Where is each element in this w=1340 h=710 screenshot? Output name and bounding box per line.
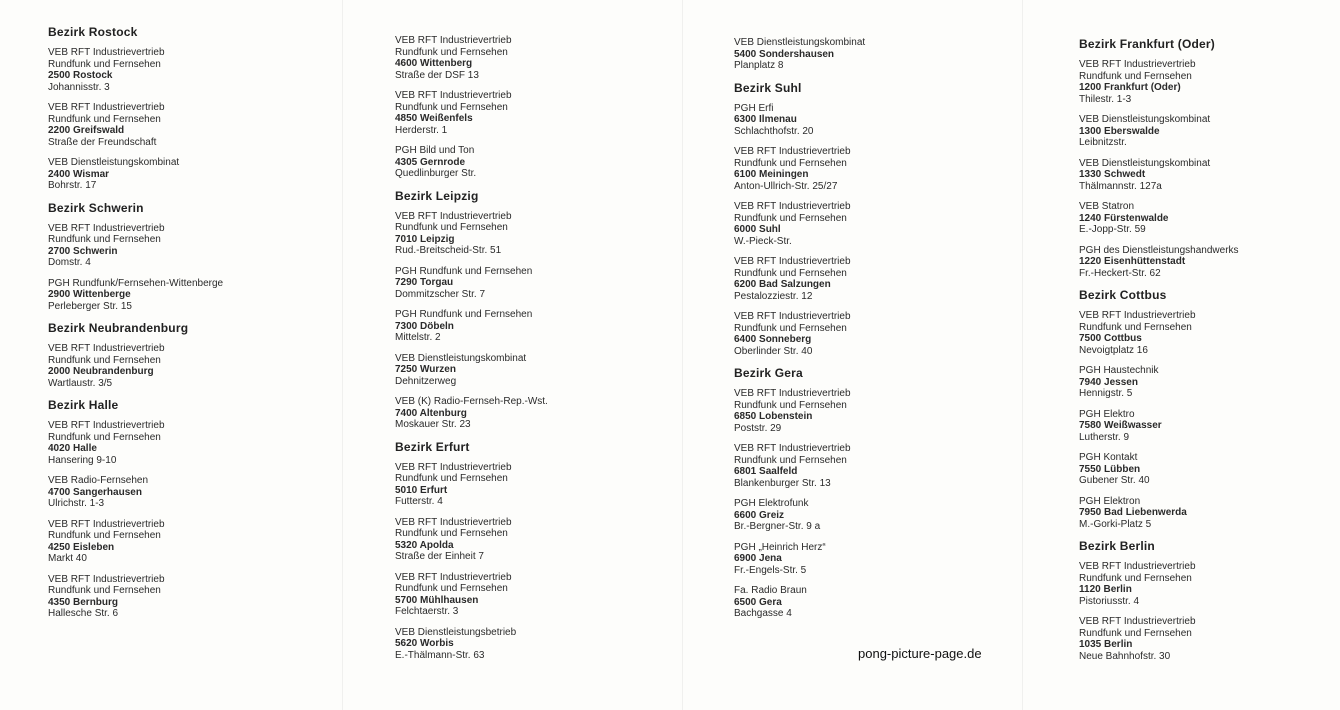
entry-organization: VEB Radio-Fernsehen	[48, 475, 149, 486]
entry-street: Ulrichstr. 1-3	[48, 498, 105, 509]
district-section	[395, 35, 655, 180]
entry-street: Rud.-Breitscheid-Str. 51	[395, 245, 502, 256]
entry-street: E.-Thälmann-Str. 63	[395, 649, 485, 661]
entry-city: 1300 Eberswalde	[1079, 125, 1160, 137]
address-entry	[1079, 245, 1329, 280]
district-section	[1079, 37, 1329, 279]
entry-organization: PGH „Heinrich Herz“	[734, 541, 826, 553]
address-entry	[395, 396, 655, 431]
entry-city: 4700 Sangerhausen	[48, 486, 142, 498]
address-entry	[395, 517, 655, 563]
entry-city: 6200 Bad Salzungen	[734, 279, 831, 290]
entry-street: Straße der DSF 13	[395, 69, 479, 81]
entry-city: 6400 Sonneberg	[734, 334, 812, 345]
entry-city: 1220 Eisenhüttenstadt	[1079, 256, 1186, 267]
district-heading: Bezirk Neubrandenburg	[48, 321, 189, 335]
address-entry	[1079, 616, 1329, 662]
entry-organization: VEB Dienstleistungskombinat	[734, 37, 866, 48]
entry-organization: VEB RFT Industrievertrieb Rundfunk und Fernsehen	[48, 420, 165, 443]
entry-city: 1035 Berlin	[1079, 639, 1133, 650]
entry-organization: PGH Rundfunk und Fernsehen	[395, 265, 533, 277]
entry-street: Oberlinder Str. 40	[734, 345, 813, 357]
entry-organization: VEB Dienstleistungsbetrieb	[395, 626, 517, 638]
district-section	[395, 440, 655, 662]
entry-city: 4020 Halle	[48, 443, 97, 454]
entry-street: Planplatz 8	[734, 60, 784, 71]
entry-city: 7400 Altenburg	[395, 407, 467, 419]
entry-city: 7010 Leipzig	[395, 233, 455, 245]
entry-street: Hennigstr. 5	[1079, 388, 1133, 399]
entry-city: 6850 Lobenstein	[734, 411, 813, 422]
entry-city: 7290 Torgau	[395, 277, 454, 288]
entry-street: Leibnitzstr.	[1079, 137, 1127, 148]
district-section	[48, 398, 308, 620]
address-entry	[1079, 201, 1329, 236]
address-entry	[48, 420, 308, 466]
district-section	[734, 37, 994, 72]
entry-street: Pestalozziestr. 12	[734, 290, 813, 302]
column-3	[734, 37, 994, 629]
entry-city: 1200 Frankfurt (Oder)	[1079, 82, 1181, 93]
entry-city: 7500 Cottbus	[1079, 333, 1142, 344]
entry-city: 5620 Worbis	[395, 638, 454, 649]
entry-organization: PGH Elektrofunk	[734, 498, 809, 509]
address-entry	[734, 201, 994, 247]
entry-street: Neue Bahnhofstr. 30	[1079, 650, 1171, 662]
entry-city: 7940 Jessen	[1079, 376, 1138, 388]
entry-organization: VEB Dienstleistungskombinat	[1079, 157, 1211, 169]
entry-street: Thilestr. 1-3	[1079, 93, 1132, 105]
address-entry	[395, 145, 655, 180]
district-heading: Bezirk Berlin	[1079, 539, 1155, 553]
entry-organization: VEB RFT Industrievertrieb Rundfunk und Fernsehen	[734, 311, 851, 334]
district-heading: Bezirk Halle	[48, 398, 119, 412]
entry-city: 4250 Eisleben	[48, 541, 115, 553]
entry-organization: PGH Rundfunk/Fernsehen-Wittenberge	[48, 277, 224, 289]
address-entry	[1079, 59, 1329, 105]
entry-organization: VEB RFT Industrievertrieb Rundfunk und Fernsehen	[395, 35, 512, 58]
entry-street: Moskauer Str. 23	[395, 419, 471, 430]
entry-city: 6500 Gera	[734, 596, 782, 608]
entry-city: 5700 Mühlhausen	[395, 594, 479, 606]
entry-street: Poststr. 29	[734, 422, 782, 434]
entry-city: 7300 Döbeln	[395, 320, 454, 332]
address-entry	[1079, 409, 1329, 444]
entry-city: 6300 Ilmenau	[734, 114, 797, 125]
district-section	[48, 201, 308, 313]
district-section	[734, 81, 994, 358]
entry-street: Mittelstr. 2	[395, 332, 441, 343]
entry-organization: VEB RFT Industrievertrieb Rundfunk und Fernsehen	[734, 388, 851, 411]
entry-organization: VEB RFT Industrievertrieb Rundfunk und Fernsehen	[395, 461, 512, 484]
entry-city: 7250 Wurzen	[395, 364, 456, 375]
entry-organization: Fa. Radio Braun	[734, 585, 807, 596]
watermark: pong-picture-page.de	[858, 646, 982, 661]
address-entry	[1079, 561, 1329, 607]
address-entry	[395, 309, 655, 344]
entry-street: Hansering 9-10	[48, 454, 117, 466]
district-heading: Bezirk Suhl	[734, 80, 802, 95]
entry-city: 4850 Weißenfels	[395, 113, 473, 124]
entry-city: 6000 Suhl	[734, 224, 781, 235]
entry-organization: VEB RFT Industrievertrieb Rundfunk und Fernsehen	[734, 443, 851, 466]
entry-street: Futterstr. 4	[395, 496, 443, 507]
entry-street: Bachgasse 4	[734, 608, 792, 619]
entry-organization: PGH Erfi	[734, 102, 774, 114]
column-4	[1079, 37, 1329, 671]
entry-city: 5320 Apolda	[395, 539, 454, 551]
entry-organization: VEB RFT Industrievertrieb Rundfunk und Fernsehen	[1079, 616, 1196, 639]
entry-street: Hallesche Str. 6	[48, 608, 119, 619]
district-heading: Bezirk Erfurt	[395, 439, 470, 454]
entry-street: Straße der Freundschaft	[48, 136, 157, 148]
address-entry	[395, 627, 655, 662]
entry-organization: PGH Bild und Ton	[395, 145, 475, 156]
address-entry	[1079, 452, 1329, 487]
entry-street: Felchtaerstr. 3	[395, 606, 459, 617]
district-section	[734, 366, 994, 620]
address-entry	[395, 90, 655, 136]
address-entry	[734, 585, 994, 620]
address-entry	[1079, 496, 1329, 531]
entry-street: Blankenburger Str. 13	[734, 477, 831, 489]
entry-organization: VEB Dienstleistungskombinat	[395, 352, 527, 364]
entry-organization: VEB RFT Industrievertrieb Rundfunk und Fernsehen	[48, 573, 165, 596]
entry-organization: VEB RFT Industrievertrieb Rundfunk und Fernsehen	[48, 222, 165, 245]
address-entry	[734, 498, 994, 533]
address-entry	[734, 311, 994, 357]
address-entry	[734, 37, 994, 72]
entry-street: Bohrstr. 17	[48, 180, 97, 191]
address-entry	[395, 266, 655, 301]
entry-street: Quedlinburger Str.	[395, 168, 477, 179]
entry-organization: VEB RFT Industrievertrieb Rundfunk und Fernsehen	[1079, 59, 1196, 82]
fold-line-3	[1022, 0, 1023, 710]
entry-organization: PGH Rundfunk und Fernsehen	[395, 309, 533, 320]
entry-street: Thälmannstr. 127a	[1079, 180, 1162, 192]
district-heading: Bezirk Rostock	[48, 25, 138, 39]
district-section	[395, 189, 655, 431]
entry-organization: VEB RFT Industrievertrieb Rundfunk und Fernsehen	[48, 47, 165, 70]
entry-city: 6600 Greiz	[734, 509, 785, 521]
entry-organization: VEB RFT Industrievertrieb Rundfunk und Fernsehen	[395, 571, 512, 594]
entry-organization: VEB RFT Industrievertrieb Rundfunk und Fernsehen	[48, 102, 165, 125]
address-entry	[1079, 310, 1329, 356]
entry-street: Anton-Ullrich-Str. 25/27	[734, 180, 838, 192]
address-entry	[1079, 114, 1329, 149]
district-heading: Bezirk Cottbus	[1079, 288, 1167, 302]
entry-city: 2000 Neubrandenburg	[48, 366, 154, 377]
entry-organization: VEB RFT Industrievertrieb Rundfunk und Fernsehen	[395, 516, 512, 539]
district-section	[48, 321, 308, 389]
entry-city: 2500 Rostock	[48, 70, 113, 81]
entry-organization: PGH Elektro	[1079, 408, 1135, 420]
entry-city: 1240 Fürstenwalde	[1079, 212, 1169, 224]
address-entry	[734, 256, 994, 302]
entry-street: E.-Jopp-Str. 59	[1079, 224, 1146, 235]
entry-organization: VEB Dienstleistungskombinat	[48, 157, 180, 168]
address-entry	[395, 353, 655, 388]
address-entry	[48, 574, 308, 620]
entry-street: Fr.-Heckert-Str. 62	[1079, 267, 1161, 279]
address-entry	[395, 211, 655, 257]
address-entry	[48, 343, 308, 389]
fold-line-1	[342, 0, 343, 710]
entry-city: 4600 Wittenberg	[395, 58, 473, 69]
entry-street: Johannisstr. 3	[48, 81, 110, 93]
address-entry	[48, 278, 308, 313]
entry-city: 2200 Greifswald	[48, 125, 125, 136]
address-entry	[395, 572, 655, 618]
address-entry	[48, 102, 308, 148]
entry-city: 6100 Meiningen	[734, 169, 809, 180]
district-heading: Bezirk Schwerin	[48, 200, 144, 215]
address-entry	[48, 475, 308, 510]
address-entry	[1079, 158, 1329, 193]
entry-street: Lutherstr. 9	[1079, 431, 1130, 443]
entry-city: 4305 Gernrode	[395, 156, 466, 168]
address-entry	[734, 146, 994, 192]
entry-street: Wartlaustr. 3/5	[48, 377, 113, 389]
address-entry	[1079, 365, 1329, 400]
entry-street: M.-Gorki-Platz 5	[1079, 518, 1152, 530]
address-entry	[48, 47, 308, 93]
entry-city: 5010 Erfurt	[395, 484, 448, 496]
entry-organization: PGH Elektron	[1079, 495, 1141, 507]
entry-city: 6801 Saalfeld	[734, 466, 798, 477]
address-entry	[48, 223, 308, 269]
entry-organization: VEB RFT Industrievertrieb Rundfunk und Fernsehen	[734, 146, 851, 169]
address-entry	[734, 388, 994, 434]
entry-street: Dommitzscher Str. 7	[395, 288, 486, 300]
entry-organization: VEB RFT Industrievertrieb Rundfunk und Fernsehen	[734, 256, 851, 279]
district-section	[1079, 288, 1329, 530]
entry-street: Gubener Str. 40	[1079, 475, 1150, 486]
entry-city: 2700 Schwerin	[48, 245, 118, 257]
column-2	[395, 35, 655, 670]
entry-city: 2900 Wittenberge	[48, 289, 131, 300]
entry-city: 4350 Bernburg	[48, 596, 119, 608]
district-section	[48, 25, 308, 192]
entry-street: Perleberger Str. 15	[48, 300, 132, 312]
entry-organization: VEB RFT Industrievertrieb Rundfunk und Fernsehen	[48, 518, 165, 541]
entry-organization: VEB RFT Industrievertrieb Rundfunk und Fernsehen	[734, 201, 851, 224]
entry-organization: VEB RFT Industrievertrieb Rundfunk und Fernsehen	[395, 210, 512, 233]
address-entry	[48, 157, 308, 192]
entry-street: Br.-Bergner-Str. 9 a	[734, 521, 821, 532]
entry-city: 6900 Jena	[734, 553, 782, 564]
entry-organization: PGH Kontakt	[1079, 452, 1138, 463]
district-section	[1079, 539, 1329, 662]
entry-organization: VEB RFT Industrievertrieb Rundfunk und Fernsehen	[395, 90, 512, 113]
address-entry	[734, 443, 994, 489]
entry-organization: VEB Statron	[1079, 201, 1135, 212]
entry-city: 5400 Sondershausen	[734, 48, 835, 60]
entry-city: 7580 Weißwasser	[1079, 420, 1162, 431]
entry-city: 7950 Bad Liebenwerda	[1079, 507, 1187, 518]
address-entry	[48, 519, 308, 565]
entry-city: 2400 Wismar	[48, 168, 110, 180]
address-entry	[395, 462, 655, 508]
entry-organization: PGH Haustechnik	[1079, 365, 1159, 376]
entry-organization: VEB RFT Industrievertrieb Rundfunk und Fernsehen	[1079, 310, 1196, 333]
address-entry	[734, 542, 994, 577]
entry-street: Domstr. 4	[48, 257, 91, 268]
entry-city: 1120 Berlin	[1079, 584, 1132, 595]
district-heading: Bezirk Gera	[734, 366, 803, 380]
address-entry	[734, 103, 994, 138]
entry-street: Fr.-Engels-Str. 5	[734, 564, 807, 576]
entry-street: Herderstr. 1	[395, 124, 448, 136]
entry-street: Nevoigtplatz 16	[1079, 344, 1148, 356]
entry-organization: VEB Dienstleistungskombinat	[1079, 114, 1211, 125]
district-heading: Bezirk Leipzig	[395, 188, 479, 203]
entry-street: Straße der Einheit 7	[395, 551, 484, 562]
entry-city: 1330 Schwedt	[1079, 169, 1146, 180]
fold-line-2	[682, 0, 683, 710]
address-entry	[395, 35, 655, 81]
entry-street: Pistoriusstr. 4	[1079, 595, 1140, 607]
entry-organization: VEB RFT Industrievertrieb Rundfunk und Fernsehen	[1079, 561, 1196, 584]
entry-street: Markt 40	[48, 553, 87, 564]
entry-organization: VEB RFT Industrievertrieb Rundfunk und Fernsehen	[48, 343, 165, 366]
entry-street: Dehnitzerweg	[395, 375, 457, 387]
district-heading: Bezirk Frankfurt (Oder)	[1079, 37, 1215, 51]
entry-organization: VEB (K) Radio-Fernseh-Rep.-Wst.	[395, 396, 548, 407]
entry-city: 7550 Lübben	[1079, 463, 1141, 475]
entry-street: Schlachthofstr. 20	[734, 125, 814, 137]
entry-organization: PGH des Dienstleistungshandwerks	[1079, 244, 1239, 256]
entry-street: W.-Pieck-Str.	[734, 235, 792, 247]
column-1	[48, 25, 308, 629]
